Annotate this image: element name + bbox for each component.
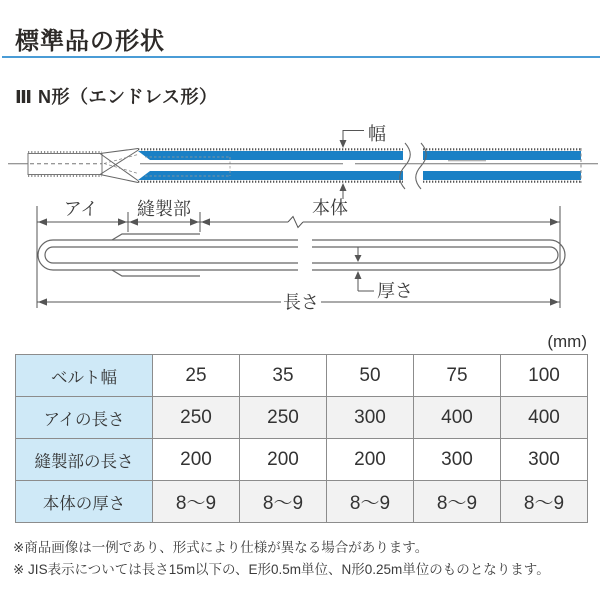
table-cell: 100 [501, 355, 588, 397]
belt-blue-stripe [423, 151, 581, 160]
eye-dim-label: アイ [63, 199, 99, 219]
row-header: 本体の厚さ [16, 481, 153, 523]
table-cell: 200 [327, 439, 414, 481]
sewn-dim-label: 縫製部 [137, 199, 191, 219]
footnotes [13, 537, 550, 581]
arrow-right-icon [550, 218, 559, 225]
belt-blue-stripe [423, 171, 581, 180]
top-view-diagram [8, 124, 598, 199]
unit-label: (mm) [547, 332, 587, 351]
table-cell: 250 [240, 397, 327, 439]
width-dim-label: 幅 [368, 124, 386, 144]
table-cell: 8～9 [501, 481, 588, 523]
table-cell: 75 [414, 355, 501, 397]
body-dim-label: 本体 [312, 198, 348, 218]
table-cell: 8～9 [414, 481, 501, 523]
table-cell: 250 [153, 397, 240, 439]
table-cell: 200 [153, 439, 240, 481]
table-cell: 25 [153, 355, 240, 397]
table-row-eye-length [16, 397, 588, 439]
table-row-belt-width [16, 355, 588, 397]
row-header: アイの長さ [16, 397, 153, 439]
belt-blue-stripe [138, 171, 403, 180]
note-line: ※商品画像は一例であり、形式により仕様が異なる場合があります。 [13, 540, 429, 555]
belt-blue-stripe [138, 151, 403, 160]
arrow-left-icon [201, 218, 210, 225]
arrow-right-icon [550, 298, 559, 305]
table-cell: 35 [240, 355, 327, 397]
arrow-down-icon [355, 255, 362, 262]
page-title: 標準品の形状 [15, 28, 165, 55]
table-cell: 400 [501, 397, 588, 439]
table-row-sewn-length [16, 439, 588, 481]
spec-table [15, 354, 588, 523]
section-subtitle: Ⅲ N形（エンドレス形） [15, 87, 218, 107]
arrow-down-icon [340, 140, 347, 148]
arrow-left-icon [38, 298, 47, 305]
length-dim-label: 長さ [283, 292, 319, 313]
row-header: 縫製部の長さ [16, 439, 153, 481]
table-cell: 8～9 [327, 481, 414, 523]
table-row-body-thickness [16, 481, 588, 523]
arrow-right-icon [118, 218, 127, 225]
arrow-up-icon [340, 183, 347, 191]
table-cell: 50 [327, 355, 414, 397]
row-header: ベルト幅 [16, 355, 153, 397]
table-cell: 300 [414, 439, 501, 481]
side-view-diagram [37, 198, 565, 313]
table-cell: 300 [501, 439, 588, 481]
table-cell: 300 [327, 397, 414, 439]
table-cell: 8～9 [153, 481, 240, 523]
table-cell: 8～9 [240, 481, 327, 523]
arrow-left-icon [129, 218, 138, 225]
arrow-right-icon [190, 218, 199, 225]
thickness-dim-label: 厚さ [377, 281, 413, 301]
note-line: ※ JIS表示については長さ15m以下の、E形0.5m単位、N形0.25m単位のものとなります。 [13, 562, 550, 577]
table-cell: 400 [414, 397, 501, 439]
arrow-up-icon [355, 271, 362, 279]
arrow-left-icon [38, 218, 47, 225]
table-cell: 200 [240, 439, 327, 481]
